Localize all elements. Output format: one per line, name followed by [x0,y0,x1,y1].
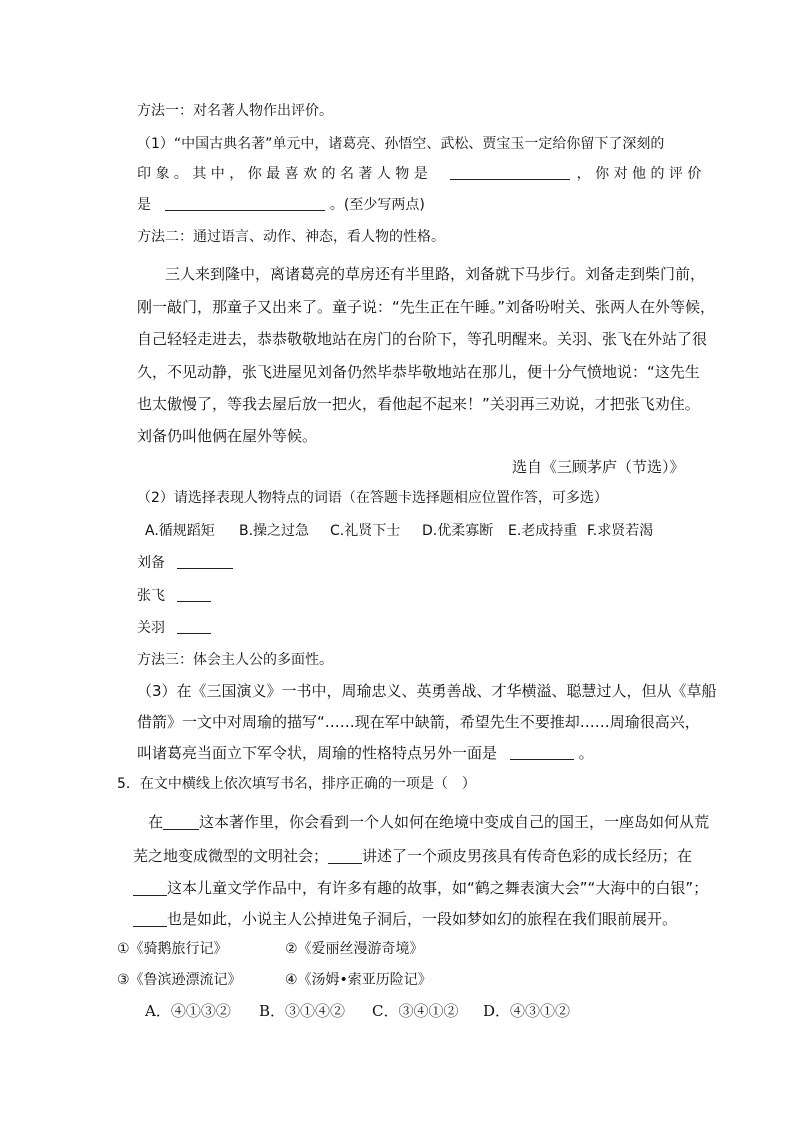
q5-p3-b: 这本儿童文学作品中，有许多有趣的故事，如“鹤之舞表演大会”“大海中的白银”； [167,879,709,897]
q5-passage-line4 [133,908,677,930]
question-3-line3-a: 叫诸葛亮当面立下军令状，周瑜的性格特点另外一面是 [137,744,498,762]
book-item: ④《汤姆•索亚历险记》 [285,972,432,988]
book-blank-1[interactable] [163,814,199,830]
option-e[interactable]: E.老成持重 [508,523,578,539]
question-1-line2-b: ， 你 对 他 的 评 价 [576,166,702,182]
book-item: ③《鲁滨逊漂流记》 [117,972,242,988]
q5-p4-b: 也是如此，小说主人公掉进兔子洞后，一段如梦如幻的旅程在我们眼前展开。 [167,910,678,928]
passage-line: 也太傲慢了，等我去屋后放一把火，看他起不起来！”关羽再三劝说，才把张飞劝住。 [137,395,700,413]
passage-line: 刚一敲门，那童子又出来了。童子说：“先生正在午睡。”刘备吩咐关、张两人在外等候， [137,298,716,316]
option-c[interactable]: C.礼贤下士 [330,523,401,539]
answer-blank-favorite[interactable] [450,163,570,180]
q5-p2-b: 讲述了一个顽皮男孩具有传奇色彩的成长经历；在 [362,847,693,865]
passage-line: 久，不见动静，张飞进屋见刘备仍然毕恭毕敬地站在那儿，便十分气愤地说：“这先生 [137,363,700,381]
passage-line: 三人来到隆中，离诸葛亮的草房还有半里路，刘备就下马步行。刘备走到柴门前， [165,265,706,283]
method1-title: 方法一：对名著人物作出评价。 [137,103,333,119]
question-3-line3-b: 。 [578,744,594,762]
question-1-line2-a: 印 象 。 其 中 ， 你 最 喜 欢 的 名 著 人 物 是 [137,166,428,182]
label-zhangfei: 张飞 [137,588,165,604]
option-list [145,520,653,542]
q5-p2-a: 芜之地变成微型的文明社会； [133,847,329,865]
answer-blank-zhangfei[interactable] [177,585,211,602]
book-list-row2 [117,969,432,991]
answer-blank-guanyu[interactable] [177,617,211,634]
answer-row-liubei [137,552,233,574]
choice-c[interactable]: C．③④①② [372,1002,459,1020]
passage-line: 自己轻轻走进去，恭恭敬敬地站在房门的台阶下，等孔明醒来。关羽、张飞在外站了很 [137,330,708,348]
label-liubei: 刘备 [137,555,165,571]
book-blank-4[interactable] [133,911,167,927]
question-3-line3 [137,742,594,764]
choice-d[interactable]: D．④③①② [483,1002,571,1020]
q5-p1-b: 这本著作里，你会看到一个人如何在绝境中变成自己的国王，一座岛如何从荒 [199,813,710,831]
question-2: （2）请选择表现人物特点的词语（在答题卡选择题相应位置作答，可多选） [137,490,608,506]
answer-row-guanyu [137,617,211,639]
q5-passage-line2 [133,845,692,867]
answer-blank-zhouyu[interactable] [510,743,574,760]
book-blank-2[interactable] [328,848,362,864]
question-1-line1: （1）“中国古典名著”单元中，诸葛亮、孙悟空、武松、贾宝玉一定给你留下了深刻的 [137,136,665,152]
method3-title: 方法三：体会主人公的多面性。 [137,652,333,668]
choice-b[interactable]: B．③①④② [259,1002,346,1020]
method2-title: 方法二：通过语言、动作、神态，看人物的性格。 [137,229,445,245]
option-f[interactable]: F.求贤若渴 [587,523,654,539]
question-1-line3-a: 是 [137,197,151,213]
choice-a[interactable]: A．④①③② [145,1002,231,1020]
question-1-line3-b: 。(至少写两点) [329,197,425,213]
label-guanyu: 关羽 [137,620,165,636]
option-b[interactable]: B.操之过急 [239,523,310,539]
option-d[interactable]: D.优柔寡断 [422,523,494,539]
q5-passage-line1 [148,811,709,833]
option-a[interactable]: A.循规蹈矩 [145,523,215,539]
answer-blank-evaluation[interactable] [165,194,325,211]
question-5-stem: 5．在文中横线上依次填写书名，排序正确的一项是（ ） [117,776,476,792]
question-3-line2: 借箭》一文中对周瑜的描写“……现在军中缺箭，希望先生不要推却……周瑜很高兴， [137,713,700,731]
book-item: ①《骑鹅旅行记》 [117,941,228,957]
question-1-line2 [137,163,701,185]
passage-line: 刘备仍叫他俩在屋外等候。 [137,427,318,445]
passage-source: 选自《三顾茅庐（节选）》 [512,458,685,476]
answer-choices [145,1000,570,1022]
book-blank-3[interactable] [133,880,167,896]
question-3-line1: （3）在《三国演义》一书中，周瑜忠义、英勇善战、才华横溢、聪慧过人，但从《草船 [137,682,717,700]
q5-p1-a: 在 [148,813,164,831]
question-1-line3 [137,194,425,216]
book-list-row1 [117,938,424,960]
answer-blank-liubei[interactable] [177,552,233,569]
book-item: ②《爱丽丝漫游奇境》 [285,941,424,957]
q5-passage-line3 [133,877,708,899]
answer-row-zhangfei [137,585,211,607]
